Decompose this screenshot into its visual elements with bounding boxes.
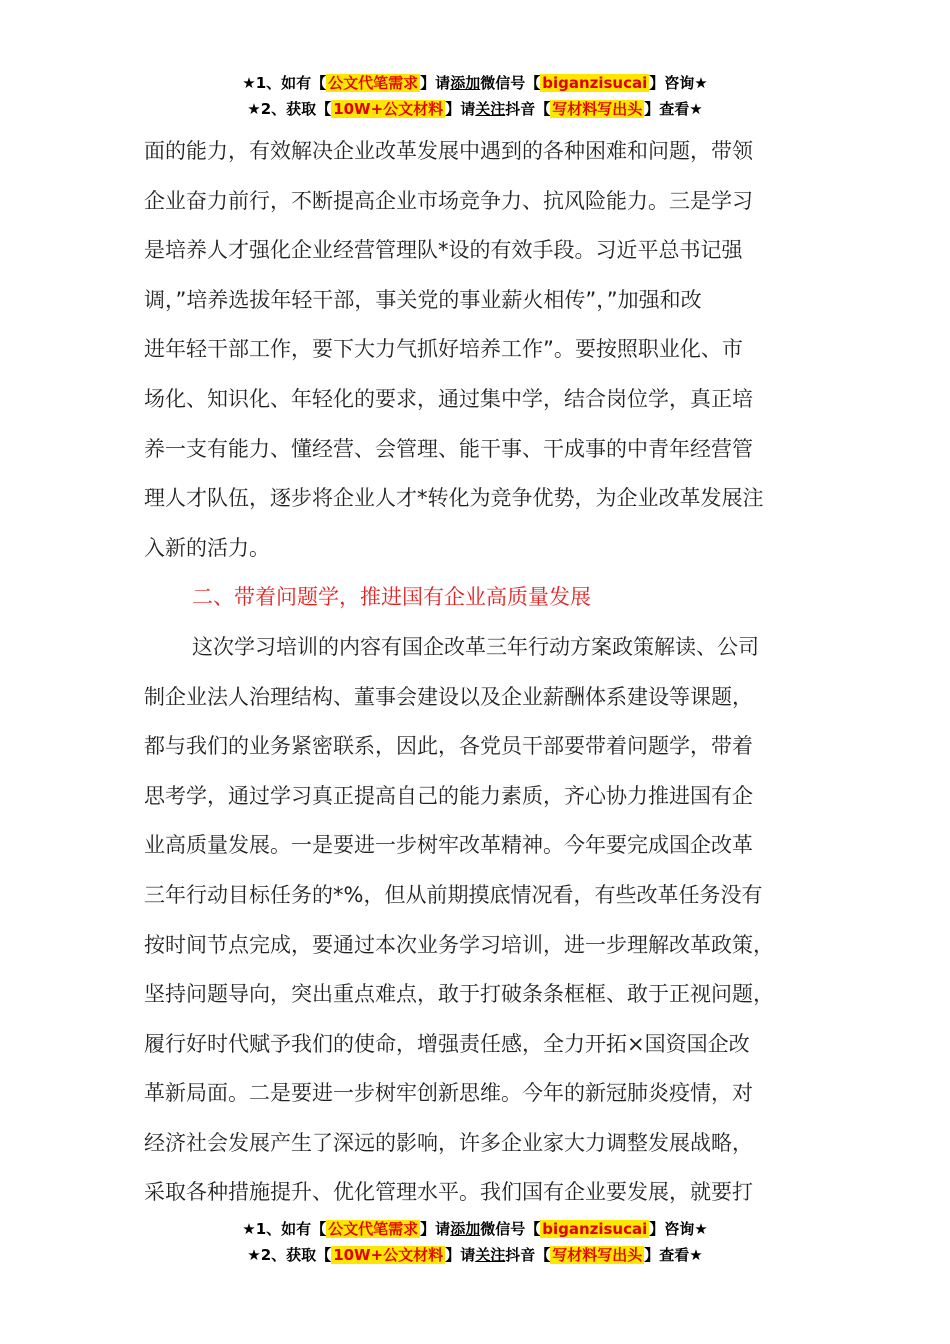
body-line: 调，”培养选拔年轻干部，事关党的事业薪火相传”，”加强和改 bbox=[144, 287, 702, 312]
banner-text: 微信号【 bbox=[480, 1220, 541, 1238]
body-line: 进年轻干部工作，要下大力气抓好培养工作”。要按照职业化、市 bbox=[144, 337, 743, 362]
banner-line-2 bbox=[0, 1242, 950, 1268]
body-line: 是培养人才强化企业经营管理队*设的有效手段。习近平总书记强 bbox=[144, 238, 743, 263]
banner-highlight: 10W+公文材料 bbox=[333, 1246, 444, 1264]
section-heading: 二、带着问题学，推进国有企业高质量发展 bbox=[192, 585, 591, 610]
banner-text: ★1、如有【 bbox=[242, 74, 327, 92]
banner-text: 】请 bbox=[445, 100, 476, 118]
body-line: 企业奋力前行，不断提高企业市场竞争力、抗风险能力。三是学习 bbox=[144, 188, 753, 213]
banner-text: ★2、获取【 bbox=[247, 100, 332, 118]
banner-text: 】查看★ bbox=[644, 100, 703, 118]
banner-highlight: biganzisucai bbox=[542, 74, 648, 92]
body-line: 思考学，通过学习真正提高自己的能力素质，齐心协力推进国有企 bbox=[144, 783, 753, 808]
body-line: 经济社会发展产生了深远的影响，许多企业家大力调整发展战略， bbox=[144, 1130, 753, 1155]
banner-underlined: 关注 bbox=[475, 100, 506, 118]
banner-text: ★2、获取【 bbox=[247, 1246, 332, 1264]
banner-highlight: biganzisucai bbox=[542, 1220, 648, 1238]
banner-text: 】咨询★ bbox=[649, 74, 708, 92]
banner-text: 】请 bbox=[445, 1246, 476, 1264]
banner-text: 微信号【 bbox=[480, 74, 541, 92]
banner-line-1 bbox=[0, 1216, 950, 1242]
banner-underlined: 添加 bbox=[450, 74, 481, 92]
banner-highlight: 写材料写出头 bbox=[552, 1246, 643, 1264]
body-line: 按时间节点完成，要通过本次业务学习培训，进一步理解改革政策， bbox=[144, 932, 774, 957]
banner-text: 】查看★ bbox=[644, 1246, 703, 1264]
document-body bbox=[144, 127, 832, 1218]
banner-text: 】请 bbox=[420, 1220, 451, 1238]
body-line: 履行好时代赋予我们的使命，增强责任感，全力开拓×国资国企改 bbox=[144, 1031, 750, 1056]
body-line: 业高质量发展。一是要进一步树牢改革精神。今年要完成国企改革 bbox=[144, 833, 753, 858]
banner-underlined: 添加 bbox=[450, 1220, 481, 1238]
body-line: 都与我们的业务紧密联系，因此，各党员干部要带着问题学，带着 bbox=[144, 734, 753, 759]
banner-line-2 bbox=[0, 96, 950, 122]
banner-underlined: 关注 bbox=[475, 1246, 506, 1264]
banner-highlight: 公文代笔需求 bbox=[328, 74, 419, 92]
banner-text: 】请 bbox=[420, 74, 451, 92]
banner-highlight: 10W+公文材料 bbox=[333, 100, 444, 118]
banner-text: 抖音【 bbox=[505, 100, 551, 118]
body-line: 入新的活力。 bbox=[144, 535, 270, 560]
banner-highlight: 写材料写出头 bbox=[552, 100, 643, 118]
body-line: 理人才队伍，逐步将企业人才*转化为竞争优势，为企业改革发展注 bbox=[144, 486, 764, 511]
header-banner bbox=[0, 70, 950, 122]
banner-text: 】咨询★ bbox=[649, 1220, 708, 1238]
body-line: 这次学习培训的内容有国企改革三年行动方案政策解读、公司 bbox=[192, 634, 759, 659]
body-line: 革新局面。二是要进一步树牢创新思维。今年的新冠肺炎疫情，对 bbox=[144, 1081, 753, 1106]
body-line: 三年行动目标任务的*%，但从前期摸底情况看，有些改革任务没有 bbox=[144, 882, 763, 907]
body-line: 养一支有能力、懂经营、会管理、能干事、干成事的中青年经营管 bbox=[144, 436, 753, 461]
banner-line-1 bbox=[0, 70, 950, 96]
footer-banner bbox=[0, 1216, 950, 1268]
banner-text: ★1、如有【 bbox=[242, 1220, 327, 1238]
body-line: 面的能力，有效解决企业改革发展中遇到的各种困难和问题，带领 bbox=[144, 139, 753, 163]
body-line: 采取各种措施提升、优化管理水平。我们国有企业要发展，就要打 bbox=[144, 1180, 753, 1205]
body-line: 制企业法人治理结构、董事会建设以及企业薪酬体系建设等课题， bbox=[144, 684, 753, 709]
body-line: 场化、知识化、年轻化的要求，通过集中学，结合岗位学，真正培 bbox=[144, 386, 753, 411]
banner-highlight: 公文代笔需求 bbox=[328, 1220, 419, 1238]
body-line: 坚持问题导向，突出重点难点，敢于打破条条框框、敢于正视问题， bbox=[144, 982, 774, 1007]
banner-text: 抖音【 bbox=[505, 1246, 551, 1264]
